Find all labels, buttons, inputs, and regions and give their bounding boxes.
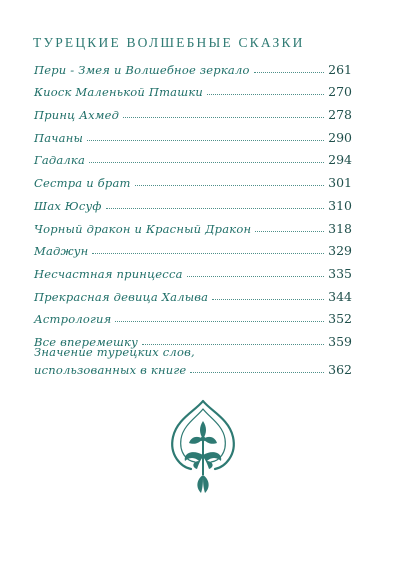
appendix-page-number: 362 bbox=[328, 362, 352, 377]
toc-entry-page-number: 278 bbox=[328, 107, 352, 123]
toc-entry bbox=[34, 77, 352, 100]
leader-dots bbox=[89, 162, 324, 163]
leader-dots bbox=[106, 208, 325, 209]
toc-entry bbox=[34, 258, 352, 281]
leader-dots bbox=[187, 276, 324, 277]
toc-entry-title: Несчастная принцесса bbox=[34, 266, 183, 281]
toc-entry-title: Все вперемешку bbox=[34, 334, 138, 349]
toc-entry bbox=[34, 122, 352, 145]
toc-entry-title: Сестра и брат bbox=[34, 176, 131, 191]
toc-entry-title: Принц Ахмед bbox=[34, 108, 120, 123]
toc-entry-page-number: 301 bbox=[328, 175, 352, 191]
toc-entry-page-number: 344 bbox=[328, 288, 352, 304]
toc-entry bbox=[34, 54, 352, 77]
toc-entry bbox=[34, 304, 352, 327]
toc-entry-title: Чорный дракон и Красный Дракон bbox=[34, 221, 252, 236]
toc-entry-title: Маджун bbox=[34, 244, 89, 259]
toc-entry-title: Шах Юсуф bbox=[34, 198, 102, 213]
appendix-entry bbox=[34, 345, 352, 377]
appendix-title-line2: использованных в книге bbox=[34, 363, 187, 377]
toc-entry bbox=[34, 145, 352, 168]
toc-entry-title: Киоск Маленькой Пташки bbox=[34, 85, 203, 100]
toc-entry-page-number: 261 bbox=[328, 61, 352, 77]
leader-dots bbox=[255, 231, 324, 232]
leader-dots bbox=[135, 185, 325, 186]
toc-entry-page-number: 359 bbox=[328, 333, 352, 349]
toc-entry-page-number: 335 bbox=[328, 265, 352, 281]
appendix-title-line1: Значение турецких слов, bbox=[34, 345, 195, 359]
toc-entry-page-number: 294 bbox=[328, 152, 352, 168]
toc-entry bbox=[34, 190, 352, 213]
toc-entry-page-number: 290 bbox=[328, 129, 352, 145]
toc-entry-title: Гадалка bbox=[34, 153, 86, 168]
table-of-contents bbox=[34, 54, 352, 349]
toc-entry-page-number: 270 bbox=[328, 84, 352, 100]
toc-entry-page-number: 318 bbox=[328, 220, 352, 236]
leader-dots bbox=[190, 372, 324, 373]
toc-entry-title: Прекрасная девица Халыва bbox=[34, 289, 209, 304]
toc-entry-title: Пери - Змея и Волшебное зеркало bbox=[34, 62, 250, 77]
leader-dots bbox=[207, 94, 324, 95]
toc-entry bbox=[34, 281, 352, 304]
leader-dots bbox=[123, 117, 324, 118]
toc-entry bbox=[34, 99, 352, 122]
leader-dots bbox=[115, 321, 324, 322]
toc-entry bbox=[34, 167, 352, 190]
toc-entry-page-number: 352 bbox=[328, 311, 352, 327]
leader-dots bbox=[254, 72, 325, 73]
leader-dots bbox=[87, 140, 324, 141]
section-title: ТУРЕЦКИЕ ВОЛШЕБНЫЕ СКАЗКИ bbox=[33, 35, 305, 50]
toc-entry bbox=[34, 236, 352, 259]
leader-dots bbox=[92, 253, 324, 254]
toc-entry-page-number: 329 bbox=[328, 243, 352, 259]
arabesque-ornament-icon bbox=[163, 397, 243, 497]
toc-entry-title: Пачаны bbox=[34, 130, 84, 145]
toc-entry-title: Астрология bbox=[34, 312, 112, 327]
toc-entry-page-number: 310 bbox=[328, 197, 352, 213]
toc-entry bbox=[34, 213, 352, 236]
leader-dots bbox=[212, 299, 324, 300]
